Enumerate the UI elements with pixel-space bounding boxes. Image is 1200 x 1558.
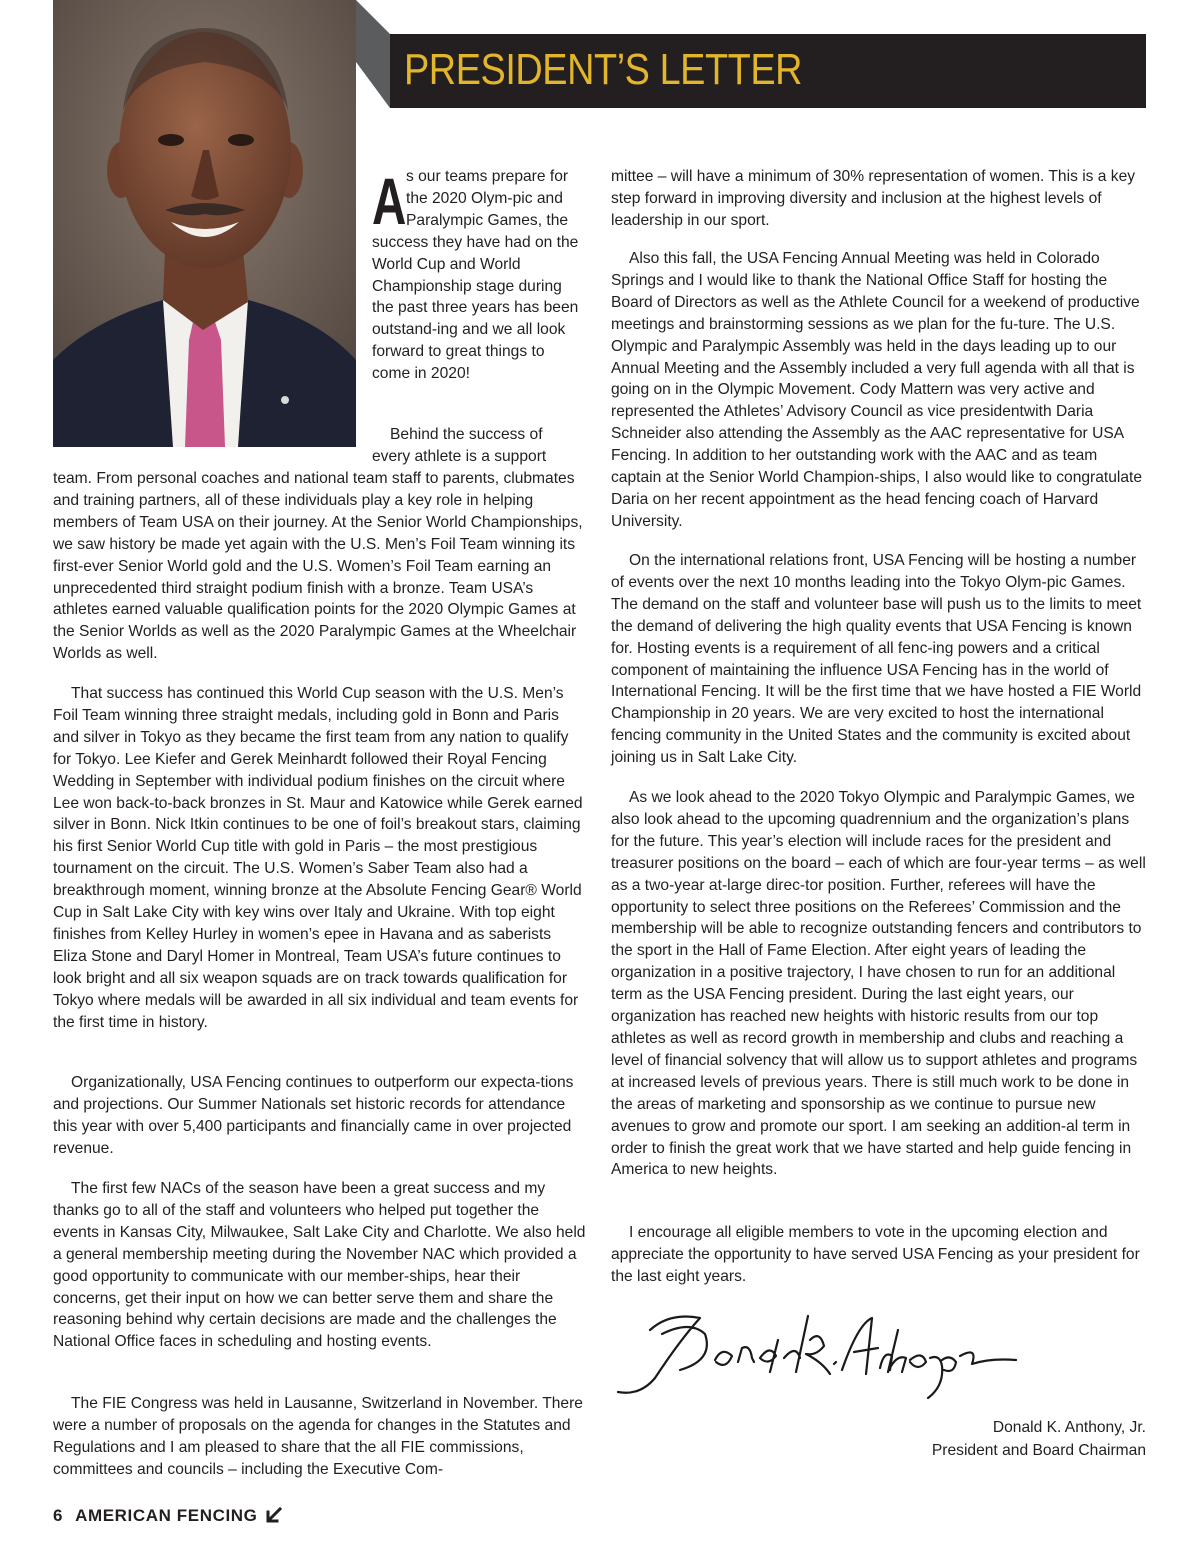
paragraph-4: Organizationally, USA Fencing continues to outperform our expecta-tions and projections. Our Summer Nationals set historic records for attendance this year with over 5,400 participants and financially came in over projected revenue.	[53, 1074, 574, 1157]
fencing-arrow-icon	[264, 1507, 282, 1525]
paragraph-2: team. From personal coaches and national team staff to parents, clubmates and training partners, all of these individuals play a key role in helping members of Team USA on their journey. At the Senior World Championships, we saw history be made yet again with the U.S. Men’s Foil Team winning its first-ever Senior World gold and the U.S. Women’s Foil Team earning an unprecedented third straight podium finish with a bronze. Team USA’s athletes earned valuable qualification points for the 2020 Olympic Games at the Senior Worlds as well as the 2020 Paralympic Games at the Wheelchair Worlds as well.	[53, 470, 583, 663]
paragraph-6-continued: mittee – will have a minimum of 30% representation of women. This is a key step forward in improving diversity and inclusion at the highest levels of leadership in our sport.	[611, 168, 1136, 229]
publication-name: AMERICAN FENCING	[75, 1506, 258, 1525]
page-title: PRESIDENT’S LETTER	[404, 45, 803, 94]
paragraph-3: That success has continued this World Cup season with the U.S. Men’s Foil Team winning three straight medals, including gold in Bonn and Paris and silver in Tokyo as they became the first team from any nation to qualify for Tokyo. Lee Kiefer and Gerek Meinhardt followed their Royal Fencing Wedding in September with individual podium finishes on the circuit where Lee won back-to-back bronzes in St. Maur and Katowice while Gerek earned silver in Bonn. Nick Itkin continues to be one of foil’s breakout stars, claiming his first Senior World Cup title with gold in Paris – the most prestigious tournament on the circuit. The U.S. Women’s Saber Team also had a breakthrough moment, winning bronze at the Absolute Fencing Gear® World Cup in Salt Lake City with key wins over Italy and Ukraine. With top eight finishes from Kelley Hurley in women’s epee in Havana and as saberists Eliza Stone and Daryl Homer in Montreal, Team USA’s future continues to look bright and all six weapon squads are on track towards qualification for Tokyo where medals will be awarded in all six individual and team events for the first time in history.	[53, 685, 583, 1031]
signature	[610, 1300, 1050, 1400]
paragraph-7: Also this fall, the USA Fencing Annual Meeting was held in Colorado Springs and I would like to thank the National Office Staff for hosting the Board of Directors as well as the Athlete Council for a weekend of productive meetings and brainstorming sessions as we plan for the fu-ture. The U.S. Olympic and Paralympic Assembly was held in the days leading up to our Annual Meeting and the Assembly included a very full agenda with all that is going on in the Olympic Movement. Cody Mattern was very active and represented the Athletes’ Advisory Council as vice presidentwith Daria Schneider also attending the Assembly as the AAC representative for USA Fencing. In addition to her outstanding work with the AAC and as team captain at the Senior World Champion-ships, I also would like to congratulate Daria on her recent appointment as the head fencing coach of Harvard University.	[611, 250, 1143, 530]
signer-title: President and Board Chairman	[931, 1442, 1146, 1459]
president-portrait	[53, 0, 356, 447]
paragraph-10: I encourage all eligible members to vote in the upcoming election and appreciate the opportunity to have served USA Fencing as your president for the last eight years.	[611, 1224, 1140, 1285]
paragraph-5: The first few NACs of the season have been a great success and my thanks go to all of the staff and volunteers who helped put together the events in Kansas City, Milwaukee, Salt Lake City and Charlotte. We also held a general membership meeting during the November NAC which provided a good opportunity to communicate with our member-ships, hear their concerns, get their input on how we can better serve them and share the reasoning behind why certain decisions are made and the challenges the National Office faces in scheduling and hosting events.	[53, 1180, 586, 1351]
intro-paragraph: As our teams prepare for the 2020 Olym-pic and Paralympic Games, the success they have had on the World Cup and World Championship stage during the past three years has been outstand-ing and we all look forward to great things to come in 2020!	[372, 164, 579, 383]
page-number: 6	[53, 1506, 64, 1525]
paragraph-8: On the international relations front, USA Fencing will be hosting a number of events over the next 10 months leading into the Tokyo Olym-pic Games. The demand on the staff and volunteer base will push us to the limits to meet the demand of delivering the high quality events that USA Fencing is known for. Hosting events is a requirement of all fenc-ing powers and a critical component of maintaining the influence USA Fencing has in the world of International Fencing. It will be the first time that we have hosted a FIE World Championship in 20 years. We are very excited to host the international fencing community in the United States and the community is excited about joining us in Salt Lake City.	[611, 552, 1142, 767]
signer-name: Donald K. Anthony, Jr.	[992, 1419, 1146, 1436]
drop-cap: A	[372, 164, 407, 238]
paragraph-9: As we look ahead to the 2020 Tokyo Olympic and Paralympic Games, we also look ahead to the upcoming quadrennium and the organization’s plans for the future. This year’s election will include races for the president and treasurer positions on the board – each of which are four-year terms – as well as a two-year at-large direc-tor position. Further, referees will have the opportunity to select three positions on the Referees’ Commission and the membership will be able to recognize outstanding fencers and contributors to the sport in the Hall of Fame Election. After eight years of leading the organization in a positive trajectory, I have chosen to run for an additional term as the USA Fencing president. During the last eight years, our organization has reached new heights with historic results from our top athletes as well as record growth in membership and clubs and reaching a level of financial solvency that will allow us to support athletes and programs at increased levels of previous years. There is still much work to be done in the areas of marketing and sponsorship as we continue to pursue new avenues to grow and promote our sport. I am seeking an addition-al term in order to finish the great work that we have started and help guide fencing in America to new heights.	[611, 789, 1146, 1179]
page-footer	[53, 1503, 282, 1529]
paragraph-2-intro: Behind the success of every athlete is a support	[372, 426, 547, 465]
paragraph-6: The FIE Congress was held in Lausanne, Switzerland in November. There were a number of proposals on the agenda for changes in the Statutes and Regulations and I am pleased to share that the all FIE commissions, committees and councils – including the Executive Com-	[53, 1395, 583, 1478]
